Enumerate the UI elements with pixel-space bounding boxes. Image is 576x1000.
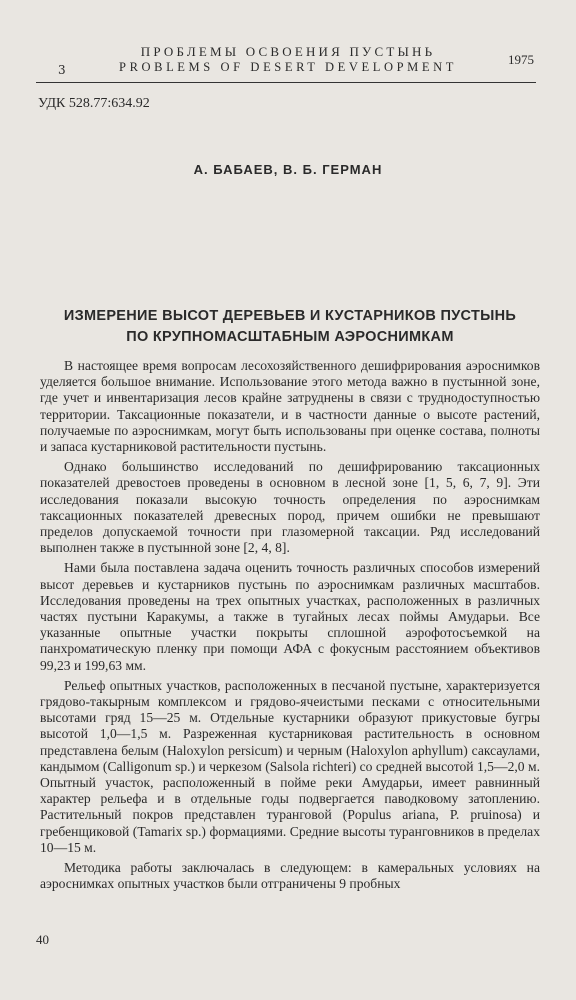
journal-title-en: PROBLEMS OF DESERT DEVELOPMENT [119,60,457,74]
page-number: 40 [36,932,49,947]
title-line: ПО КРУПНОМАСШТАБНЫМ АЭРОСНИМКАМ [126,329,454,345]
journal-title-ru: ПРОБЛЕМЫ ОСВОЕНИЯ ПУСТЫНЬ [140,44,436,59]
udc-code: УДК 528.77:634.92 [38,96,150,111]
article-title [40,306,540,348]
publication-year: 1975 [508,52,534,67]
issue-number: 3 [58,63,66,77]
paragraph: В настоящее время вопросам лесохозяйственного дешифрирования аэроснимков уделяется большое внимание. Использование этого метода важно в пустынной зоне, где учет и инвентаризация лесов крайне затруднены в связи с труднодоступностью территории. Таксационные показатели, и в частности данные о высоте растений, получаемые по аэроснимкам, могут быть использованы при оценке состава, полноты и запаса кустарниковой растительности пустынь. [40,358,540,455]
paragraph: Методика работы заключалась в следующем: в камеральных условиях на аэроснимках опытных участков были отграничены 9 пробных [40,860,540,892]
header-rule [36,82,536,83]
article-body [40,358,540,897]
paragraph: Рельеф опытных участков, расположенных в песчаной пустыне, характеризуется грядово-такырным комплексом и грядово-ячеистыми песками с относительными высотами гряд 15—25 м. Отдельные кустарники образуют прикустовые бугры высотой 1,0—1,5 м. Разреженная кустарниковая растительность в основном представлена белым (Haloxylon persicum) и черным (Haloxylon aphyllum) саксаулами, кандымом (Calligonum sp.) и черкезом (Salsola richteri) со средней высотой 1,5—2,0 м. Опытный участок, расположенный в пойме реки Амударьи, имеет равнинный характер рельефа и в отдельные годы подвергается паводковому затоплению. Растительный покров представлен туранговой (Populus ariana, P. pruinosa) и гребенщиковой (Tamarix sp.) формациями. Средние высоты туранговников в пределах 10—15 м. [40,677,540,855]
title-line: ИЗМЕРЕНИЕ ВЫСОТ ДЕРЕВЬЕВ И КУСТАРНИКОВ ПУСТЫНЬ [63,308,517,324]
paragraph: Нами была поставлена задача оценить точность различных способов измерений высот деревьев и кустарников пустынь по аэроснимкам различных масштабов. Исследования проведены на трех опытных участках, расположенных в различных частях пустыни Каракумы, а также в тугайных лесах поймы Амударьи. Все указанные опытные участки покрыты сплошной аэрофотосъемкой на панхроматическую пленку при помощи АФА с фокусным расстоянием объективов 99,23 и 199,63 мм. [40,560,540,673]
authors: А. БАБАЕВ, В. Б. ГЕРМАН [193,162,383,177]
paragraph: Однако большинство исследований по дешифрированию таксационных показателей древостоев проведены в основном в лесной зоне [1, 5, 6, 7, 9]. Эти исследования показали высокую точность определения по аэроснимкам таксационных показателей древесных пород, причем ошибки не превышают пределов допускаемой точности при глазомерной таксации. Ряд исследований выполнен также в пустынной зоне [2, 4, 8]. [40,459,540,556]
